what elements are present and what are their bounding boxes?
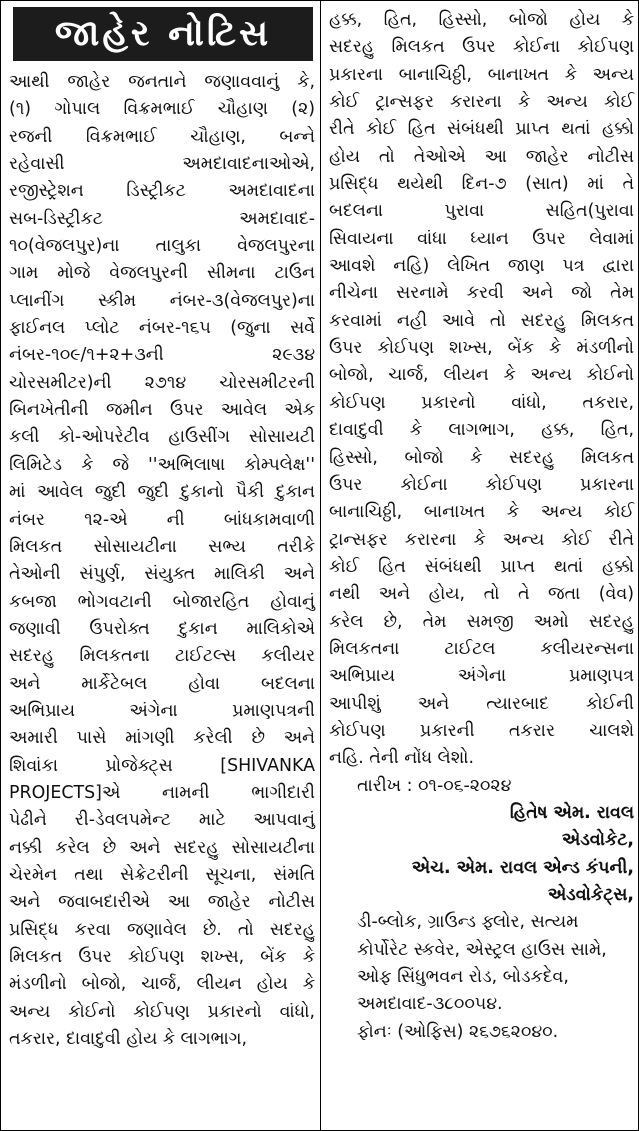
notice-body-left <box>9 69 315 1053</box>
notice-text-line: મંડળીનો બોજો, ચાર્જ, લીયન હોય કે <box>9 974 315 995</box>
notice-text-line: અમારી પાસે માંગણી કરેલી છે અને <box>9 728 315 749</box>
notice-text-line: ગામ મોજે વેજલપુરની સીમના ટાઉન <box>9 263 315 284</box>
notice-text-line: અને માર્કેટેબલ હોવા બદલના <box>9 673 315 694</box>
notice-text-line: જણાવી ઉપરોક્ત દુકાન માલિકોએ <box>9 618 315 639</box>
notice-text-line: કરેલ છે, તેમ સમજી અમો સદરહુ <box>329 611 634 632</box>
notice-text-line: બાનાચિઠ્ઠી, બાનાખત કે અન્ય કોઈ <box>329 502 634 523</box>
notice-text-line: કલી કો-ઓપરેટીવ હાઉસીંગ સોસાયટી <box>9 427 315 448</box>
notice-text-line: લિમિટેડ કે જે ''અભિલાષા કોમ્પલેક્ષ'' <box>9 454 315 475</box>
notice-text-line: તેઓની સંપુર્ણ, સંયુક્ત માલિકી અને <box>9 564 315 585</box>
notice-text-line: કોઈપણ પ્રકારની તકરાર ચાલશે <box>329 720 634 741</box>
address-block <box>329 909 634 1046</box>
notice-text-line: ઉપર કોઈના કોઈપણ પ્રકારના <box>329 474 634 495</box>
notice-text-line: નંબર-૧૦૯/૧+૨+૩ની ૨૯૩૪ <box>9 345 315 366</box>
notice-text-line: મિલકત સોસાયટીના સભ્ય તરીકે <box>9 536 315 557</box>
address-line: કોર્પોરેટ સ્કવેર, એસ્ટ્રલ હાઉસ સામે, <box>357 939 607 960</box>
notice-text-line: અભિપ્રાય અંગેના પ્રમાણપત્રની <box>9 700 315 721</box>
notice-text-line: આપીશું અને ત્યારબાદ કોઈની <box>329 693 634 714</box>
notice-text-line: સિવાયના વાંધા ધ્યાન ઉપર લેવામાં <box>329 228 634 249</box>
notice-text-line: પ્રકારના બાનાચિઠ્ઠી, બાનાખત કે અન્ય <box>329 64 634 85</box>
notice-text-line: હિસ્સો, બોજો કે સદરહુ મિલકત <box>329 447 634 468</box>
notice-text-line: ફાઈનલ પ્લોટ નંબર-૧૬૫ (જુના સર્વે <box>9 318 315 339</box>
notice-text-line: કબજા ભોગવટાની બોજારહિત હોવાનું <box>9 591 315 612</box>
address-line: ડી-બ્લોક, ગ્રાઉન્ડ ફ્લોર, સત્યમ <box>357 912 579 933</box>
notice-title: જાહેર નોટિસ <box>13 7 313 61</box>
phone-line: ફોનઃ (ઓફિસ) ૨૬૭૬૨૦૪૦. <box>357 1021 559 1042</box>
notice-text-line: હોય તો તેઓએ આ જાહેર નોટીસ <box>329 146 634 167</box>
address-line: ઓફ સિંધુભવન રોડ, બોડકદેવ, <box>357 967 569 988</box>
notice-text-line: માં આવેલ જુદી જુદી દુકાનો પૈકી દુકાન <box>9 482 315 503</box>
firm-designation: એડવોકેટ્સ, <box>547 885 634 905</box>
notice-footer <box>329 773 634 1046</box>
notice-text-line: મિલકતના ટાઈટલ કલીયરન્સના <box>329 638 634 659</box>
notice-text-line: નંબર ૧૨-એ ની બાંધકામવાળી <box>9 509 315 530</box>
notice-text-line: રીતે કોઈ હિત સંબંધથી પ્રાપ્ત થતાં હક્કો <box>329 119 634 140</box>
notice-text-line: કોઈ ટ્રાન્સફર કરારના કે અન્ય કોઈ <box>329 92 634 113</box>
notice-text-line: નીચેના સરનામે કરવી અને જો તેમ <box>329 283 634 304</box>
notice-text-line: કોઈ હિત સંબંધથી પ્રાપ્ત થતાં હક્કો <box>329 556 634 577</box>
notice-text-line: પ્લાનીંગ સ્કીમ નંબર-૩(વેજલપુર)ના <box>9 290 315 311</box>
notice-text-line: કરવામાં નહી આવે તો સદરહુ મિલકત <box>329 310 634 331</box>
notice-text-line: PROJECTS]એ નામની ભાગીદારી <box>9 782 315 803</box>
notice-text-line: (૧) ગોપાલ વિક્રમભાઈ ચૌહાણ (૨) <box>9 99 315 120</box>
notice-body-right <box>329 7 634 773</box>
notice-text-line: ટ્રાન્સફર કરારના કે અન્ય કોઈ રીતે <box>329 529 634 550</box>
notice-text-line: આથી જાહેર જનતાને જણાવવાનું કે, <box>9 72 315 92</box>
notice-text-line: નહિ. તેની નોંધ લેશો. <box>329 748 474 769</box>
notice-date: તારીખ : ૦૧-૦૬-૨૦૨૪ <box>357 775 512 796</box>
notice-text-line: અભિપ્રાય અંગેના પ્રમાણપત્ર <box>329 666 634 687</box>
notice-text-line: દાવાદુવી કે લાગભાગ, હક્ક, હિત, <box>329 420 634 441</box>
notice-text-line: હક્ક, હિત, હિસ્સો, બોજો હોય કે <box>329 10 634 30</box>
notice-text-line: આવશે નહિ) લેખિત જાણ પત્ર દ્વારા <box>329 256 634 277</box>
notice-text-line: સદરહુ મિલકતના ટાઈટલ્સ કલીયર <box>9 646 315 667</box>
notice-text-line: રજીસ્ટ્રેશન ડિસ્ટ્રીકટ અમદાવાદના <box>9 181 315 202</box>
address-line: અમદાવાદ-૩૮૦૦૫૪. <box>357 994 503 1015</box>
notice-text-line: પેઢીને રી-ડેવલપમેન્ટ માટે આપવાનું <box>9 810 315 831</box>
notice-text-line: નક્કી કરેલ છે અને સદરહુ સોસાયટીના <box>9 837 315 858</box>
notice-text-line: સદરહુ મિલકત ઉપર કોઈના કોઈપણ <box>329 37 634 58</box>
notice-text-line: કોઈપણ પ્રકારનો વાંધો, તકરાર, <box>329 392 634 413</box>
notice-text-line: બદલના પુરાવા સહિત(પુરાવા <box>329 201 634 222</box>
signatory-designation: એડવોકેટ, <box>561 830 634 851</box>
left-column <box>1 1 321 1130</box>
notice-text-line: નથી અને હોય, તો તે જતા (વેવ) <box>329 584 634 605</box>
notice-text-line: રજની વિક્રમભાઈ ચૌહાણ, બન્ને <box>9 126 315 147</box>
right-column <box>321 1 639 1130</box>
notice-text-line: બિનખેતીની જમીન ઉપર આવેલ એક <box>9 400 315 421</box>
signatory-name: હિતેષ એમ. રાવલ <box>509 802 634 823</box>
notice-text-line: પ્રસિદ્ધ કરવા જણાવેલ છે. તો સદરહુ <box>9 919 315 940</box>
notice-text-line: રહેવાસી અમદાવાદનાઓએ, <box>9 154 315 175</box>
notice-text-line: તકરાર, દાવાદુવી હોય કે લાગભાગ, <box>9 1029 248 1050</box>
notice-text-line: ૧૦(વેજલપુર)ના તાલુકા વેજલપુરના <box>9 236 315 257</box>
notice-text-line: અને જવાબદારીએ આ જાહેર નોટીસ <box>9 892 315 913</box>
notice-text-line: અન્ય કોઈનો કોઈપણ પ્રકારનો વાંધો, <box>9 1001 315 1022</box>
notice-text-line: ચોરસમીટર)ની ૨૭૧૪ ચોરસમીટરની <box>9 372 315 393</box>
notice-text-line: શિવાંકા પ્રોજેક્ટ્સ [SHIVANKA <box>9 755 315 776</box>
notice-text-line: પ્રસિદ્ધ થયેથી દિન-૭ (સાત) માં તે <box>329 174 634 195</box>
notice-text-line: બોજો, ચાર્જ, લીયન કે અન્ય કોઈનો <box>329 365 634 386</box>
notice-text-line: મિલકત ઉપર કોઈપણ શખ્સ, બેંક કે <box>9 947 315 967</box>
notice-text-line: ઉપર કોઈપણ શખ્સ, બેંક કે મંડળીનો <box>329 338 634 359</box>
notice-text-line: સબ-ડિસ્ટ્રીકટ અમદાવાદ- <box>9 208 315 229</box>
notice-text-line: ચેરમેન તથા સેક્રેટરીની સૂચના, સંમતિ <box>9 864 315 885</box>
firm-name: એચ. એમ. રાવલ એન્ડ કંપની, <box>411 857 634 878</box>
